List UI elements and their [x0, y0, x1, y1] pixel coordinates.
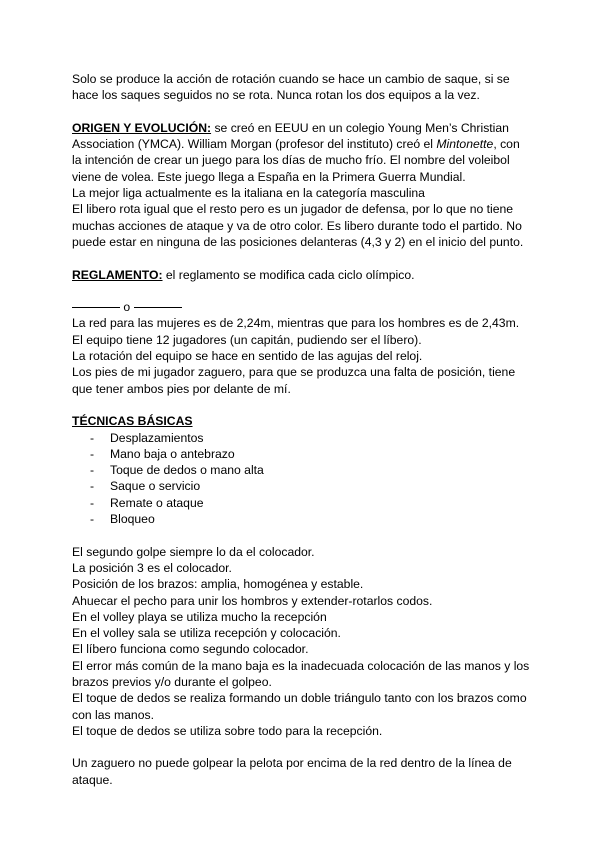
- dash-bullet: -: [90, 430, 95, 445]
- dash-bullet: -: [90, 512, 95, 527]
- list-item-text: Desplazamientos: [110, 430, 204, 445]
- list-item-text: Mano baja o antebrazo: [110, 446, 235, 461]
- rules-text: el reglamento se modifica cada ciclo olímpico.: [162, 267, 415, 282]
- origin-text-1: se creó en EEUU en un colegio Young Men’s Christian Association (YMCA). William Morgan (profesor del instituto) creó el: [72, 120, 509, 152]
- technique-note: Ahuecar el pecho para unir los hombros y extender-rotarlos codos.: [72, 593, 433, 608]
- rules-item: Los pies de mi jugador zaguero, para que se produzca una falta de posición, tiene que tener ambos pies por delante de mí.: [72, 365, 516, 396]
- spacer: [72, 104, 530, 120]
- list-item: [72, 446, 530, 462]
- list-item-text: Toque de dedos o mano alta: [110, 463, 264, 478]
- separator-rule-left: [72, 307, 120, 308]
- list-item: [72, 478, 530, 494]
- technique-note: El toque de dedos se utiliza sobre todo para la recepción.: [72, 723, 383, 738]
- rules-item: El equipo tiene 12 jugadores (un capitán, pudiendo ser el líbero).: [72, 332, 422, 347]
- origin-text-2: , con la intención de crear un juego para los días de mucho frío. El nombre del voleibol viene de volea. Este juego llega a España en la Primera Guerra Mundial.: [72, 137, 520, 184]
- spacer: [72, 250, 530, 266]
- technique-note: En el volley sala se utiliza recepción y colocación.: [72, 626, 341, 641]
- document-body: [72, 71, 530, 788]
- dash-bullet: -: [90, 495, 95, 510]
- list-item-text: Saque o servicio: [110, 479, 201, 494]
- technique-note: El segundo golpe siempre lo da el colocador.: [72, 544, 315, 559]
- technique-note: Posición de los brazos: amplia, homogénea y estable.: [72, 577, 364, 592]
- separator-rule-right: [134, 307, 182, 308]
- list-item: [72, 430, 530, 446]
- rules-item: La red para las mujeres es de 2,24m, mientras que para los hombres es de 2,43m.: [72, 316, 520, 331]
- technique-note: La posición 3 es el colocador.: [72, 560, 232, 575]
- technique-note: El líbero funciona como segundo colocador.: [72, 642, 309, 657]
- spacer: [72, 739, 530, 755]
- dash-bullet: -: [90, 479, 95, 494]
- dash-bullet: -: [90, 463, 95, 478]
- closing-paragraph: Un zaguero no puede golpear la pelota por encima de la red dentro de la línea de ataque.: [72, 756, 512, 787]
- libero-paragraph: El libero rota igual que el resto pero es un jugador de defensa, por lo que no tiene muchas acciones de ataque y va de otro color. Es libero durante todo el partido. No puede estar en ninguna de las posiciones delanteras (4,3 y 2) en el inicio del punto.: [72, 202, 524, 249]
- list-item-text: Remate o ataque: [110, 495, 204, 510]
- origin-paragraph: [72, 120, 530, 185]
- techniques-heading: TÉCNICAS BÁSICAS: [72, 414, 193, 429]
- best-league-line: La mejor liga actualmente es la italiana en la categoría masculina: [72, 186, 425, 201]
- list-item: [72, 462, 530, 478]
- rules-paragraph: [72, 267, 530, 283]
- techniques-heading-line: [72, 413, 530, 429]
- technique-note: El toque de dedos se realiza formando un doble triángulo tanto con los brazos como con las manos.: [72, 691, 527, 722]
- list-item-text: Bloqueo: [110, 512, 155, 527]
- rotation-paragraph: Solo se produce la acción de rotación cuando se hace un cambio de saque, si se hace los saques seguidos no se rota. Nunca rotan los dos equipos a la vez.: [72, 72, 510, 103]
- origin-heading: ORIGEN Y EVOLUCIÓN:: [72, 120, 212, 135]
- rules-heading: REGLAMENTO:: [72, 267, 163, 282]
- spacer: [72, 397, 530, 413]
- separator-line: [72, 299, 530, 315]
- separator-mid: o: [123, 300, 131, 315]
- mintonette-italic: Mintonette: [436, 137, 494, 152]
- technique-note: En el volley playa se utiliza mucho la recepción: [72, 609, 327, 624]
- list-item: [72, 495, 530, 511]
- list-item: [72, 511, 530, 527]
- rules-item: La rotación del equipo se hace en sentido de las agujas del reloj.: [72, 349, 423, 364]
- techniques-list: [72, 430, 530, 528]
- spacer: [72, 283, 530, 299]
- technique-note: El error más común de la mano baja es la inadecuada colocación de las manos y los brazos previos y/o durante el golpeo.: [72, 658, 530, 689]
- spacer: [72, 527, 530, 543]
- dash-bullet: -: [90, 446, 95, 461]
